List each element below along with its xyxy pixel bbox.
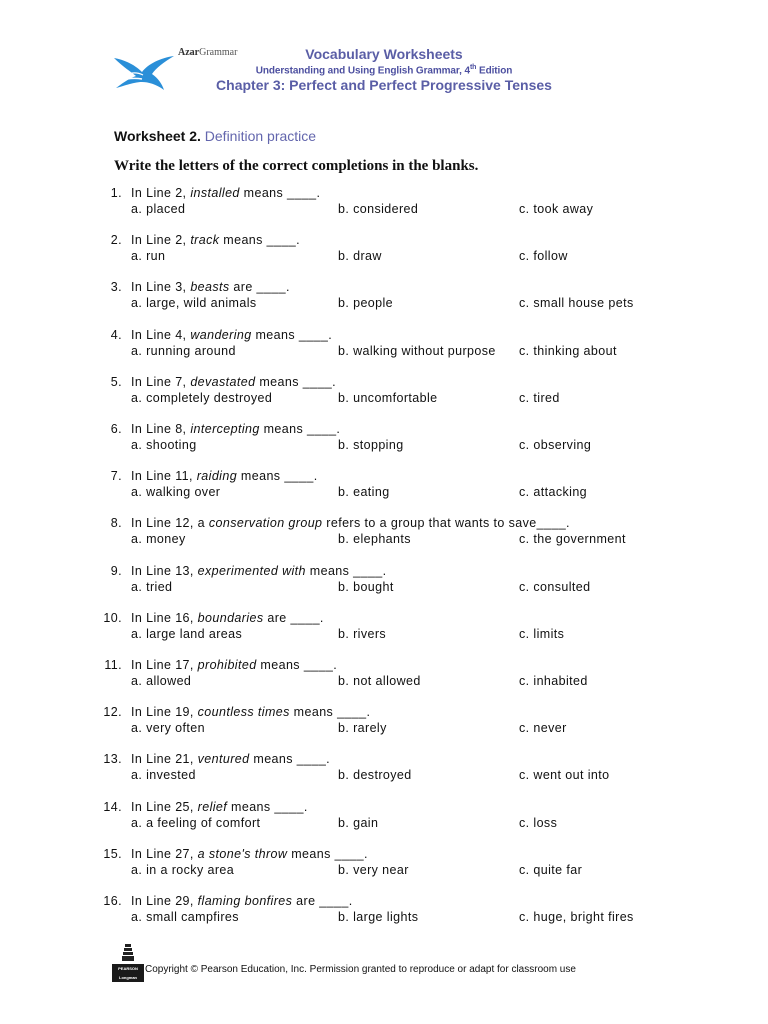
option-a: a. placed (131, 202, 186, 216)
question-stem: In Line 27, a stone's throw means ____. (131, 847, 368, 861)
option-c: c. never (519, 721, 567, 735)
option-c: c. attacking (519, 485, 588, 499)
option-b: b. destroyed (338, 768, 412, 782)
question-item (0, 894, 768, 930)
option-a: a. running around (131, 344, 236, 358)
question-item (0, 800, 768, 836)
question-item (0, 469, 768, 505)
option-b: b. eating (338, 485, 390, 499)
question-item (0, 422, 768, 458)
vocabulary-term: boundaries (197, 611, 264, 625)
option-c: c. the government (519, 532, 626, 546)
question-number: 6. (110, 422, 122, 436)
option-a: a. tried (131, 580, 173, 594)
vocabulary-term: wandering (190, 328, 252, 342)
option-b: b. elephants (338, 532, 411, 546)
vocabulary-term: countless times (197, 705, 290, 719)
worksheet-subtitle: Definition practice (204, 128, 317, 144)
question-stem: In Line 25, relief means ____. (131, 800, 308, 814)
option-b: b. gain (338, 816, 379, 830)
question-number: 5. (110, 375, 122, 389)
question-item (0, 328, 768, 364)
footer (112, 944, 672, 984)
vocabulary-term: installed (190, 186, 240, 200)
question-stem: In Line 7, devastated means ____. (131, 375, 337, 389)
question-stem: In Line 3, beasts are ____. (131, 280, 290, 294)
option-b: b. stopping (338, 438, 404, 452)
option-c: c. huge, bright fires (519, 910, 634, 924)
vocabulary-term: flaming bonfires (197, 894, 293, 908)
option-a: a. run (131, 249, 166, 263)
vocabulary-term: ventured (197, 752, 250, 766)
brand-name: AzarGrammar (178, 47, 238, 58)
question-stem: In Line 19, countless times means ____. (131, 705, 371, 719)
option-c: c. thinking about (519, 344, 617, 358)
question-number: 15. (103, 847, 122, 861)
worksheet-heading (114, 128, 316, 144)
question-stem: In Line 21, ventured means ____. (131, 752, 331, 766)
vocabulary-term: raiding (196, 469, 238, 483)
question-number: 11. (104, 658, 122, 672)
vocabulary-term: devastated (190, 375, 256, 389)
vocabulary-term: conservation group (208, 516, 323, 530)
question-item (0, 658, 768, 694)
option-c: c. follow (519, 249, 568, 263)
question-item (0, 186, 768, 222)
question-number: 7. (110, 469, 122, 483)
option-c: c. limits (519, 627, 565, 641)
option-c: c. consulted (519, 580, 591, 594)
option-c: c. quite far (519, 863, 583, 877)
question-number: 3. (110, 280, 122, 294)
option-c: c. took away (519, 202, 594, 216)
option-b: b. rivers (338, 627, 387, 641)
vocabulary-term: prohibited (197, 658, 257, 672)
question-stem: In Line 29, flaming bonfires are ____. (131, 894, 353, 908)
vocabulary-term: beasts (190, 280, 230, 294)
question-stem: In Line 2, installed means ____. (131, 186, 321, 200)
question-number: 9. (110, 564, 122, 578)
copyright-notice: Copyright © Pearson Education, Inc. Permission granted to reproduce or adapt for classroom use (145, 964, 576, 975)
question-item (0, 233, 768, 269)
option-b: b. uncomfortable (338, 391, 438, 405)
question-stem: In Line 17, prohibited means ____. (131, 658, 338, 672)
option-b: b. people (338, 296, 394, 310)
option-a: a. walking over (131, 485, 221, 499)
pearson-longman-logo (112, 944, 144, 984)
option-c: c. observing (519, 438, 592, 452)
option-a: a. invested (131, 768, 196, 782)
question-item (0, 752, 768, 788)
option-b: b. considered (338, 202, 419, 216)
option-b: b. draw (338, 249, 382, 263)
option-a: a. money (131, 532, 186, 546)
option-b: b. bought (338, 580, 394, 594)
question-number: 13. (103, 752, 122, 766)
question-item (0, 705, 768, 741)
option-b: b. large lights (338, 910, 419, 924)
question-number: 16. (103, 894, 122, 908)
vocabulary-term: track (190, 233, 220, 247)
publisher-badge: PEARSON Longman (112, 964, 144, 982)
question-number: 8. (110, 516, 122, 530)
question-stem: In Line 12, a conservation group refers to a group that wants to save____. (131, 516, 570, 530)
vocabulary-term: intercepting (190, 422, 260, 436)
option-a: a. very often (131, 721, 205, 735)
option-b: b. walking without purpose (338, 344, 496, 358)
option-a: a. completely destroyed (131, 391, 273, 405)
question-number: 10. (103, 611, 122, 625)
question-stem: In Line 8, intercepting means ____. (131, 422, 341, 436)
book-stack-icon (122, 944, 134, 962)
question-item (0, 516, 768, 552)
option-c: c. loss (519, 816, 558, 830)
question-stem: In Line 11, raiding means ____. (131, 469, 318, 483)
vocabulary-term: relief (197, 800, 228, 814)
question-item (0, 375, 768, 411)
option-c: c. tired (519, 391, 560, 405)
option-b: b. rarely (338, 721, 387, 735)
option-a: a. large, wild animals (131, 296, 257, 310)
question-item (0, 564, 768, 600)
option-a: a. a feeling of comfort (131, 816, 261, 830)
worksheet-label: Worksheet 2. (114, 128, 201, 144)
worksheet-series-title: Vocabulary Worksheets (305, 46, 463, 62)
question-number: 1. (110, 186, 122, 200)
question-item (0, 280, 768, 316)
swallow-bird-icon (112, 52, 176, 92)
question-number: 2. (110, 233, 122, 247)
instructions: Write the letters of the correct completions in the blanks. (114, 158, 479, 174)
question-stem: In Line 16, boundaries are ____. (131, 611, 324, 625)
option-c: c. went out into (519, 768, 610, 782)
chapter-title: Chapter 3: Perfect and Perfect Progressive Tenses (216, 77, 552, 93)
vocabulary-term: experimented with (197, 564, 306, 578)
option-a: a. large land areas (131, 627, 243, 641)
question-item (0, 611, 768, 647)
vocabulary-term: a stone's throw (197, 847, 288, 861)
question-stem: In Line 13, experimented with means ____. (131, 564, 387, 578)
question-number: 14. (103, 800, 122, 814)
question-stem: In Line 4, wandering means ____. (131, 328, 333, 342)
option-b: b. very near (338, 863, 409, 877)
option-a: a. in a rocky area (131, 863, 235, 877)
question-stem: In Line 2, track means ____. (131, 233, 300, 247)
option-c: c. inhabited (519, 674, 588, 688)
option-c: c. small house pets (519, 296, 634, 310)
option-a: a. shooting (131, 438, 197, 452)
option-a: a. small campfires (131, 910, 239, 924)
option-a: a. allowed (131, 674, 192, 688)
book-title: Understanding and Using English Grammar, 4th Edition (255, 64, 513, 77)
question-item (0, 847, 768, 883)
question-number: 12. (103, 705, 122, 719)
option-b: b. not allowed (338, 674, 421, 688)
question-number: 4. (110, 328, 122, 342)
